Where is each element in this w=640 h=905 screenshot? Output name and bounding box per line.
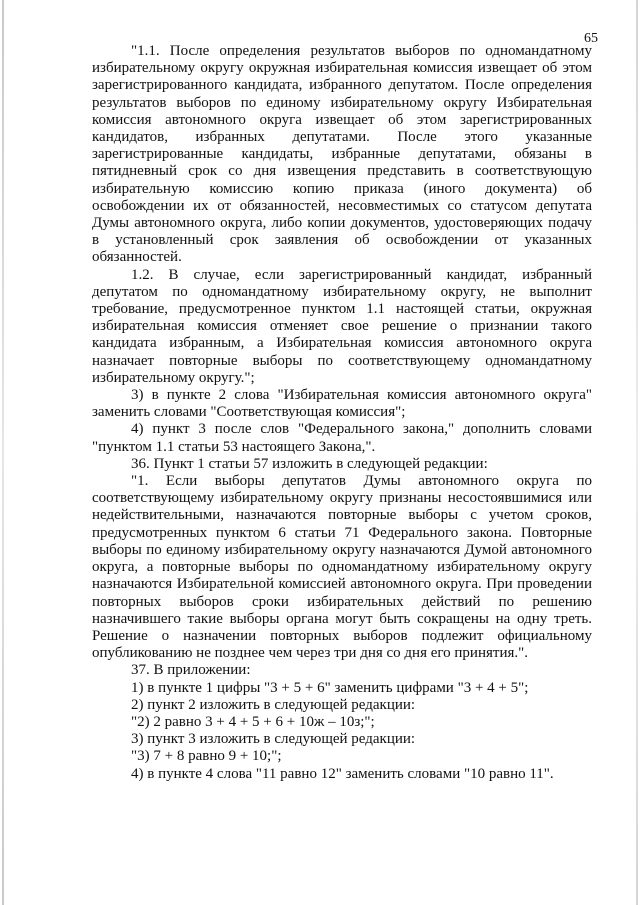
list-item-1: 1) в пункте 1 цифры "3 + 5 + 6" заменить цифрами "3 + 4 + 5"; <box>131 679 529 696</box>
paragraph-item-3: 3) в пункте 2 слова "Избирательная комиссия автономного округа" заменить словами "Соответствующая комиссия"; <box>92 387 592 421</box>
scan-edge-right <box>636 0 638 905</box>
list-item-3: 3) пункт 3 изложить в следующей редакции: <box>131 731 416 748</box>
paragraph-1-2: 1.2. В случае, если зарегистрированный кандидат, избранный депутатом по одномандатному избирательному округу, не выполнит требование, предусмотренное пунктом 1.1 настоящей статьи, окружная избирательная комиссия отменяет свое решение о признании такого кандидата избранным, а Избирательная комиссия автономного округа назначает повторные выборы по соответствующему одномандатному избирательному округу."; <box>92 266 592 386</box>
paragraph-37: 37. В приложении: <box>131 662 251 679</box>
paragraph-item-4: 4) пункт 3 после слов "Федерального закона," дополнить словами "пунктом 1.1 статьи 53 настоящего Закона,". <box>92 421 592 455</box>
list-item-2: 2) пункт 2 изложить в следующей редакции: <box>131 696 416 713</box>
paragraph-36-text: "1. Если выборы депутатов Думы автономного округа по соответствующему избирательному округу признаны несостоявшимися или недействительными, назначаются повторные выборы с учетом сроков, предусмотренных пунктом 6 статьи 71 Федерального закона. Повторные выборы по единому избирательному округу назначаются Думой автономного округа, а повторные выборы по одномандатному избирательному округу назначаются Избирательной комиссией автономного округа. При проведении повторных выборов сроки избирательных действий по решению назначившего такие выборы органа могут быть сокращены на одну треть. Решение о назначении повторных выборов подлежит официальному опубликованию не позднее чем через три дня со дня его принятия.". <box>92 473 592 662</box>
list-item-3-text: "3) 7 + 8 равно 9 + 10;"; <box>131 748 282 765</box>
scan-edge-left <box>2 0 4 905</box>
list-item-2-text: "2) 2 равно 3 + 4 + 5 + 6 + 10ж – 10з;"; <box>131 713 375 730</box>
page-number: 65 <box>584 31 598 46</box>
paragraph-1-1: "1.1. После определения результатов выборов по одномандатному избирательному округу окружная избирательная комиссия извещает об этом зарегистрированного кандидата, избранного депутатом. После определения результатов выборов по единому избирательному округу Избирательная комиссия автономного округа извещает об этом зарегистрированных кандидатов, избранных депутатами. После этого указанные зарегистрированные кандидаты, избранные депутатами, обязаны в пятидневный срок со дня извещения представить в соответствующую избирательную комиссию копию приказа (иного документа) об освобождении их от обязанностей, несовместимых со статусом депутата Думы автономного округа, либо копии документов, удостоверяющих подачу в установленный срок заявления об освобождении от указанных обязанностей. <box>92 43 592 266</box>
list-item-4: 4) в пункте 4 слова "11 равно 12" заменить словами "10 равно 11". <box>131 765 554 782</box>
document-body <box>92 43 592 783</box>
paragraph-36: 36. Пункт 1 статьи 57 изложить в следующей редакции: <box>131 455 488 472</box>
